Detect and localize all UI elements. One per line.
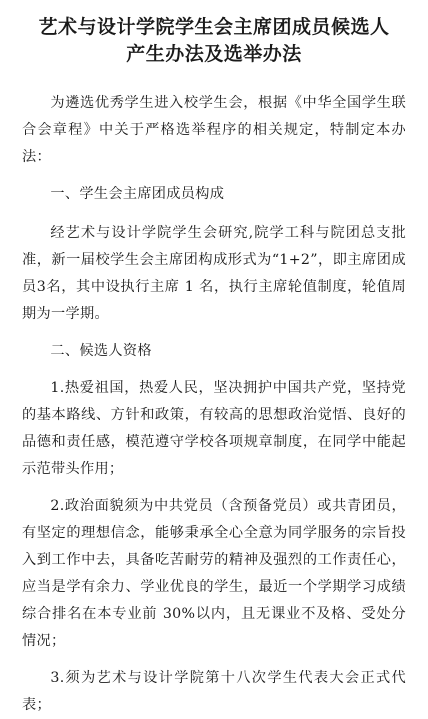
section-1-heading: 一、学生会主席团成员构成 <box>50 186 225 202</box>
qualification-item-1: 1.热爱祖国，热爱人民，坚决拥护中国共产党，坚持党的基本路线、方针和政策，有较高的思想政治觉悟、良好的品德和责任感，模范遵守学校各项规章制度，在同学中能起示范带头作用； <box>22 380 406 477</box>
section-1-body: 经艺术与设计学院学生会研究,院学工科与院团总支批准，新一届校学生会主席团构成形式为“1+2”，即主席团成员3名，其中设执行主席 1 名，执行主席轮值制度，轮值周期为一学期。 <box>22 225 406 322</box>
qualification-item-3: 3.须为艺术与设计学院第十八次学生代表大会正式代表； <box>22 670 406 713</box>
qualification-item-2: 2.政治面貌须为中共党员（含预备党员）或共青团员，有坚定的理想信念，能够秉承全心全意为同学服务的宗旨投入到工作中去，具备吃苦耐劳的精神及强烈的工作责任心，应当是学有余力、学业优良的学生，最近一个学期学习成绩综合排名在本专业前 30%以内，且无课业不及格、受处分情况； <box>22 498 406 649</box>
document-title <box>22 14 406 68</box>
section-2-heading: 二、候选人资格 <box>50 343 152 359</box>
intro-paragraph: 为遴选优秀学生进入校学生会，根据《中华全国学生联合会章程》中关于严格选举程序的相关规定，特制定本办法： <box>22 95 406 165</box>
title-line-2: 产生办法及选举办法 <box>126 43 302 65</box>
title-line-1: 艺术与设计学院学生会主席团成员候选人 <box>38 16 390 38</box>
